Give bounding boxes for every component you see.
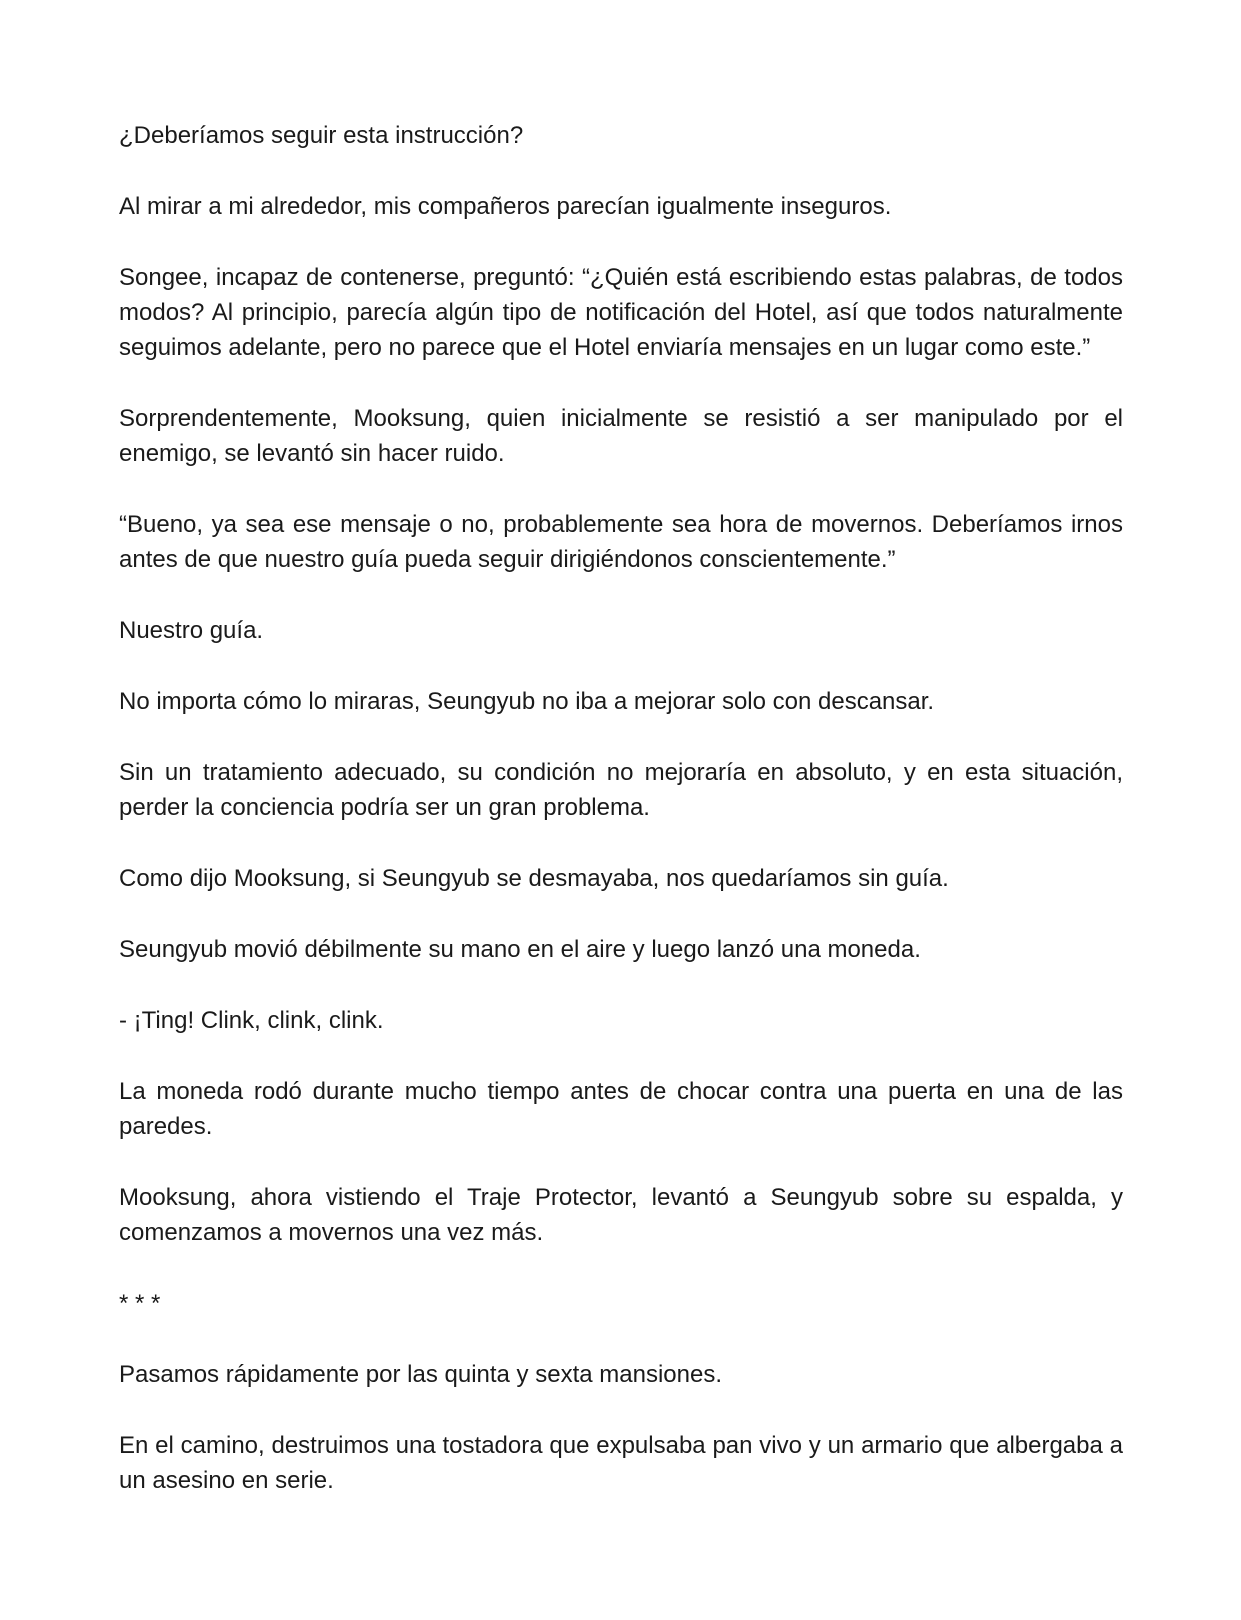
paragraph-12: La moneda rodó durante mucho tiempo antes de chocar contra una puerta en una de las paredes. [119,1078,1123,1140]
paragraph-13: Mooksung, ahora vistiendo el Traje Protector, levantó a Seungyub sobre su espalda, y comenzamos a movernos una vez más. [119,1184,1123,1246]
paragraph-9: Como dijo Mooksung, si Seungyub se desmayaba, nos quedaríamos sin guía. [119,865,949,892]
paragraph-14: Pasamos rápidamente por las quinta y sexta mansiones. [119,1361,722,1388]
paragraph-2: Al mirar a mi alrededor, mis compañeros parecían igualmente inseguros. [119,193,892,220]
document-page [119,118,1123,1534]
paragraph-3: Songee, incapaz de contenerse, preguntó: “¿Quién está escribiendo estas palabras, de todos modos? Al principio, parecía algún tipo de notificación del Hotel, así que todos naturalmente seguimos adelante, pero no parece que el Hotel enviaría mensajes en un lugar como este.” [119,264,1123,361]
paragraph-5: “Bueno, ya sea ese mensaje o no, probablemente sea hora de movernos. Deberíamos irnos antes de que nuestro guía pueda seguir dirigiéndonos conscientemente.” [119,511,1123,573]
paragraph-15: En el camino, destruimos una tostadora que expulsaba pan vivo y un armario que albergaba a un asesino en serie. [119,1432,1123,1494]
paragraph-11: - ¡Ting! Clink, clink, clink. [119,1007,384,1034]
paragraph-7: No importa cómo lo miraras, Seungyub no iba a mejorar solo con descansar. [119,688,935,715]
paragraph-10: Seungyub movió débilmente su mano en el aire y luego lanzó una moneda. [119,936,921,963]
paragraph-6: Nuestro guía. [119,617,264,644]
paragraph-4: Sorprendentemente, Mooksung, quien inicialmente se resistió a ser manipulado por el enemigo, se levantó sin hacer ruido. [119,405,1123,467]
scene-break: * * * [119,1290,161,1317]
paragraph-1: ¿Deberíamos seguir esta instrucción? [119,122,524,149]
paragraph-8: Sin un tratamiento adecuado, su condición no mejoraría en absoluto, y en esta situación, perder la conciencia podría ser un gran problema. [119,759,1123,821]
